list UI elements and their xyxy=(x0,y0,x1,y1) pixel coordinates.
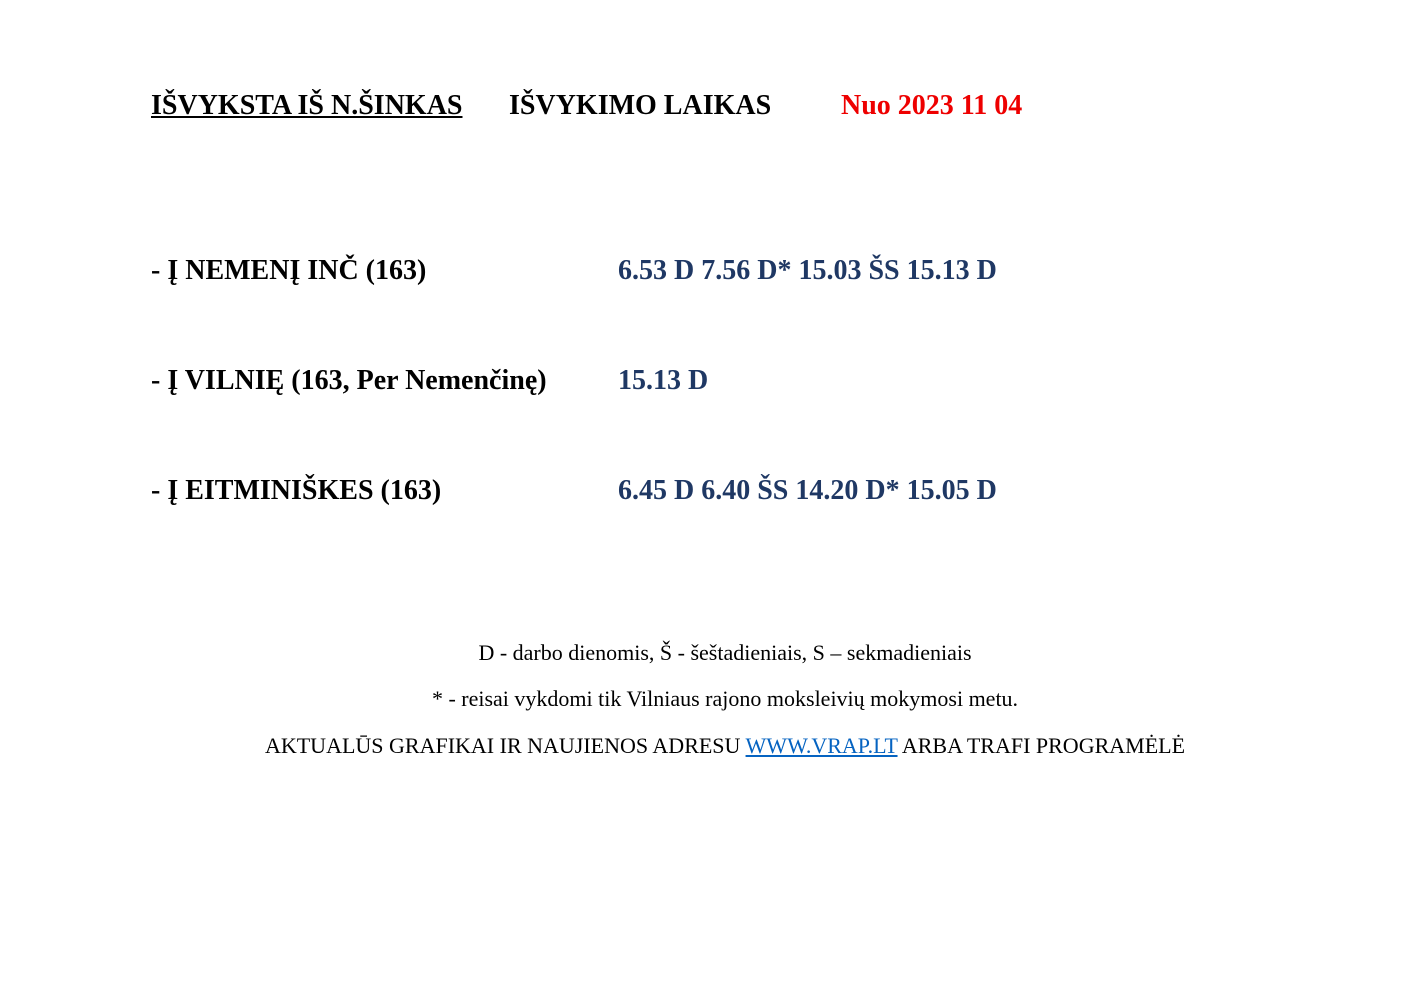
route-destination: - Į VILNIĘ (163, Per Nemenčinę) xyxy=(151,365,547,396)
schedule-header xyxy=(151,90,1023,122)
route-times: 15.13 D xyxy=(618,365,709,396)
info-prefix: AKTUALŪS GRAFIKAI IR NAUJIENOS ADRESU xyxy=(264,733,741,758)
info-suffix: ARBA TRAFI PROGRAMĖLĖ xyxy=(901,733,1186,758)
departure-stop-title: IŠVYKSTA IŠ N.ŠINKAS xyxy=(151,90,463,121)
legend-info xyxy=(0,733,1403,759)
route-destination: - Į EITMINIŠKES (163) xyxy=(151,475,442,506)
route-times: 6.45 D 6.40 ŠS 14.20 D* 15.05 D xyxy=(618,475,997,506)
route-destination: - Į NEMENĮ INČ (163) xyxy=(151,255,427,286)
legend-days: D - darbo dienomis, Š - šeštadieniais, S – sekmadieniais xyxy=(478,640,972,665)
legend-asterisk: * - reisai vykdomi tik Vilniaus rajono moksleivių mokymosi metu. xyxy=(431,686,1019,711)
route-times: 6.53 D 7.56 D* 15.03 ŠS 15.13 D xyxy=(618,255,997,286)
valid-from-date: Nuo 2023 11 04 xyxy=(841,90,1023,121)
vrap-link[interactable]: WWW.VRAP.LT xyxy=(745,733,898,758)
departure-time-title: IŠVYKIMO LAIKAS xyxy=(509,90,772,121)
